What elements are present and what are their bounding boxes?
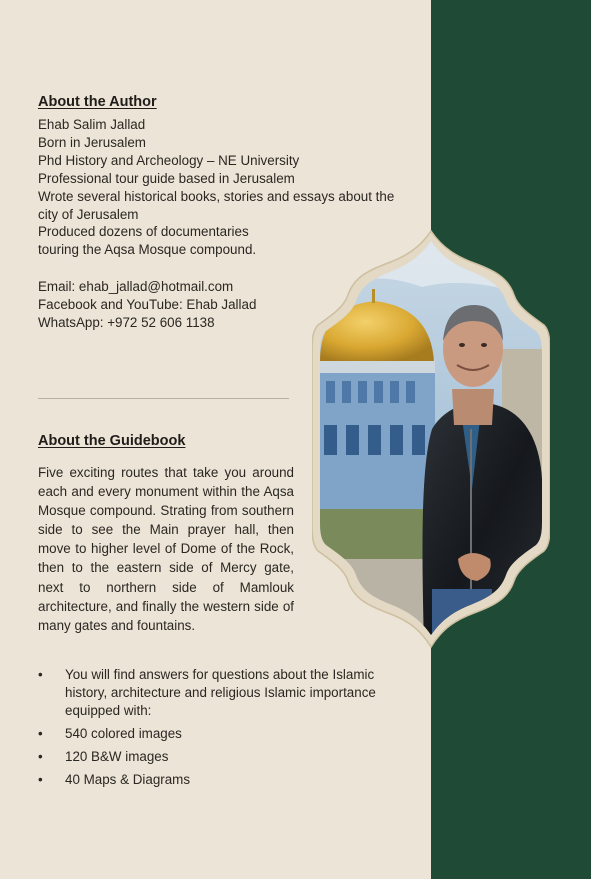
- author-photo-illustration: [312, 229, 550, 649]
- author-contact: [38, 278, 256, 332]
- author-books: Wrote several historical books, stories and essays about the city of Jerusalem: [38, 188, 395, 222]
- guidebook-heading: About the Guidebook: [38, 433, 186, 449]
- bullet-icon: •: [38, 749, 43, 764]
- bullet-icon: •: [38, 726, 43, 741]
- author-degree: Phd History and Archeology – NE University: [38, 152, 300, 168]
- bullet-icon: •: [38, 667, 43, 682]
- section-divider: [38, 398, 289, 399]
- guidebook-features: [38, 666, 408, 794]
- feature-item: • You will find answers for questions about the Islamic history, architecture and religious Islamic importance equipped with:: [38, 667, 376, 718]
- author-documentaries-topic: touring the Aqsa Mosque compound.: [38, 242, 257, 258]
- feature-item: • 40 Maps & Diagrams: [38, 772, 191, 787]
- bullet-icon: •: [38, 772, 43, 787]
- author-name: Ehab Salim Jallad: [38, 117, 146, 132]
- contact-email: Email: ehab_jallad@hotmail.com: [38, 279, 234, 294]
- feature-item: • 540 colored images: [38, 726, 182, 741]
- contact-social: Facebook and YouTube: Ehab Jallad: [38, 296, 257, 312]
- guidebook-description: Five exciting routes that take you around each and every monument within the Aqsa Mosque compound. Strating from southern side to see the Main prayer hall, then move to higher level of Dome of the Rock, then to the eastern side of Mercy gate, next to northern side of Mamlouk architecture, and finally the western side of many gates and fountains.: [38, 465, 294, 633]
- feature-item: • 120 B&W images: [38, 749, 169, 764]
- author-heading: About the Author: [38, 94, 157, 110]
- contact-whatsapp: WhatsApp: +972 52 606 1138: [38, 314, 215, 330]
- author-photo: [312, 229, 550, 649]
- author-profession: Professional tour guide based in Jerusalem: [38, 170, 295, 186]
- author-birthplace: Born in Jerusalem: [38, 134, 146, 150]
- author-documentaries: Produced dozens of documentaries: [38, 224, 249, 240]
